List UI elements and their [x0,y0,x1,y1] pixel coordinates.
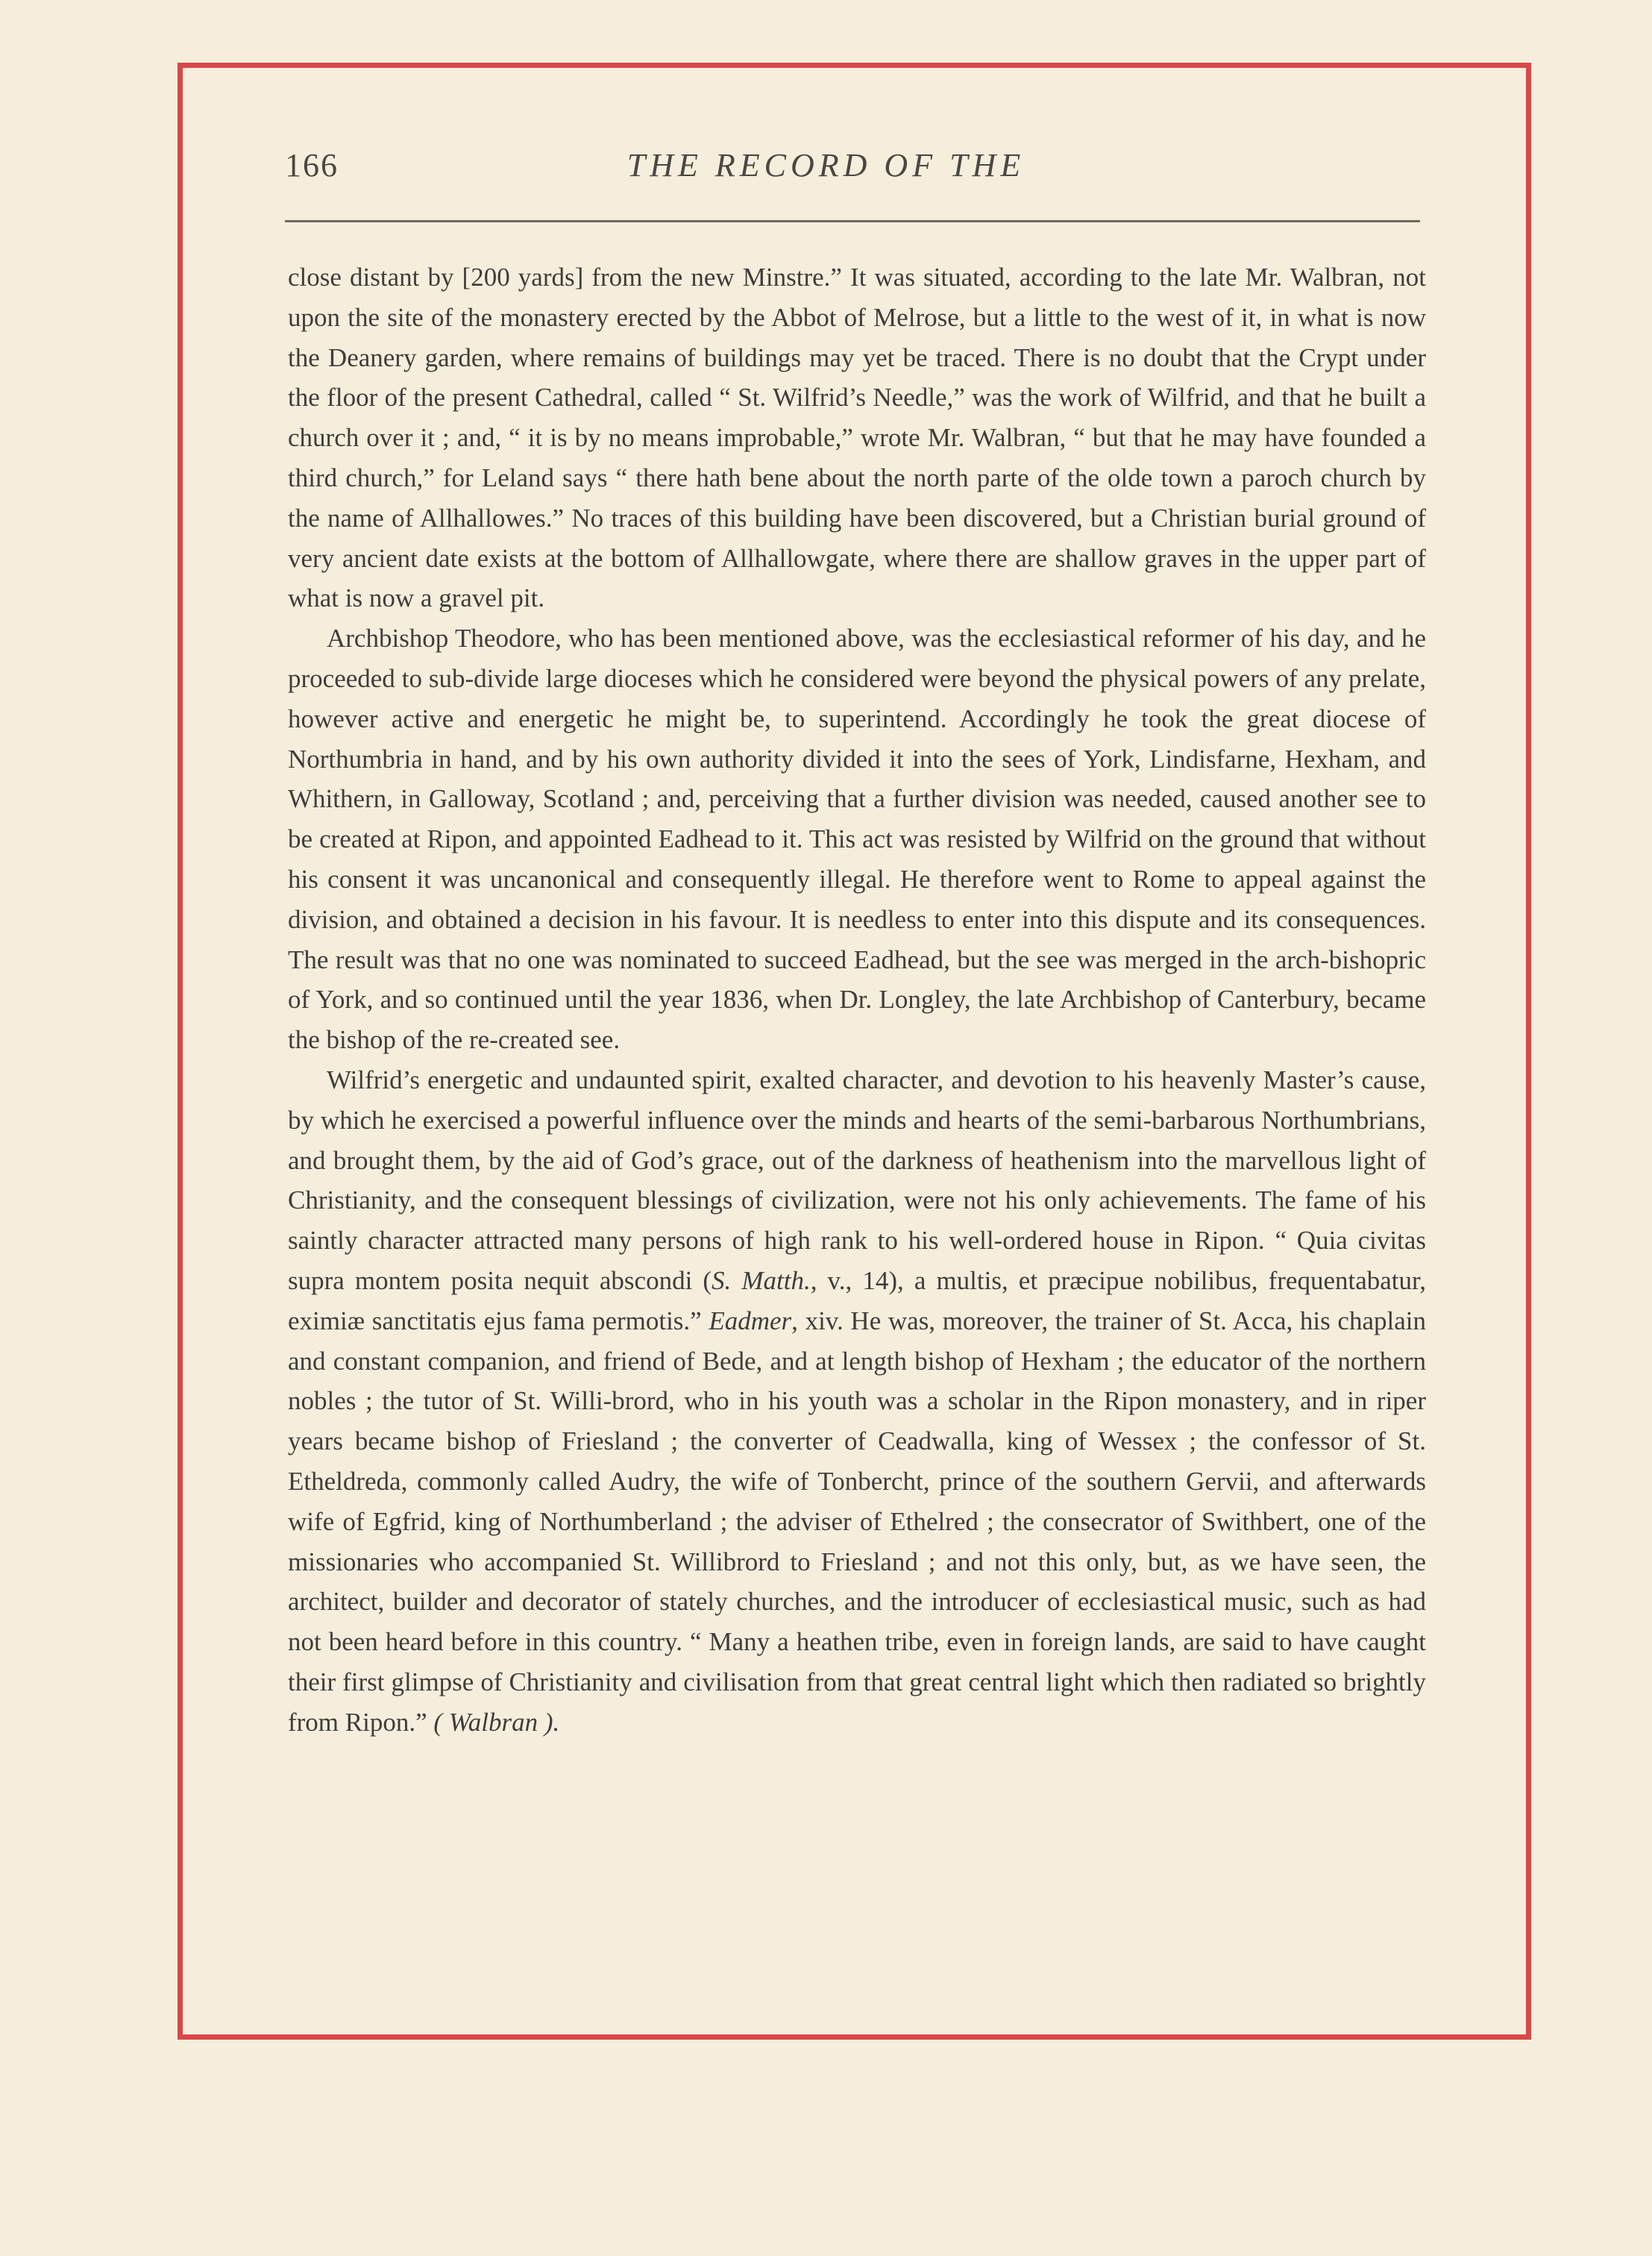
paragraph-3 [288,1060,1426,1743]
body-text [288,257,1426,1742]
paragraph-3-text-a: Wilfrid’s energetic and undaunted spirit, exalted character, and devotion to his heavenly Master’s cause, by which he exercised a powerful influence over the minds and hearts of the semi-barbarous Northumbrians, and brought them, by the aid of God’s grace, out of the darkness of heathenism into the marvellous light of Christianity, and the consequent blessings of civilization, were not his only achievements. The fame of his saintly character attracted many persons of high rank to his well-ordered house in Ripon. “ Quia civitas supra montem posita nequit abscondi ( [288,1065,1426,1295]
citation-walbran: ( Walbran ). [433,1707,560,1737]
paragraph-3-text-c: , v., 14), a multis, et præcipue nobilibus, frequentabatur, eximiæ sanctitatis ejus fama permotis.” [288,1265,1426,1335]
page-number: 166 [285,147,339,184]
citation-matthew: S. Matth. [712,1265,811,1295]
citation-eadmer: Eadmer [709,1306,792,1335]
paragraph-1: close distant by [200 yards] from the new Minstre.” It was situated, according to the late Mr. Walbran, not upon the site of the monastery erected by the Abbot of Melrose, but a little to the west of it, in what is now the Deanery garden, where remains of buildings may yet be traced. There is no doubt that the Crypt under the floor of the present Cathedral, called “ St. Wilfrid’s Needle,” was the work of Wilfrid, and that he built a church over it ; and, “ it is by no means improbable,” wrote Mr. Walbran, “ but that he may have founded a third church,” for Leland says “ there hath bene about the north parte of the olde town a paroch church by the name of Allhallowes.” No traces of this building have been discovered, but a Christian burial ground of very ancient date exists at the bottom of Allhallowgate, where there are shallow graves in the upper part of what is now a gravel pit. [288,263,1426,613]
paragraph-3-text-e: , xiv. He was, moreover, the trainer of St. Acca, his chaplain and constant companion, and friend of Bede, and at length bishop of Hexham ; the educator of the northern nobles ; the tutor of St. Willi-brord, who in his youth was a scholar in the Ripon monastery, and in riper years became bishop of Friesland ; the converter of Ceadwalla, king of Wessex ; the confessor of St. Etheldreda, commonly called Audry, the wife of Tonbercht, prince of the southern Gervii, and afterwards wife of Egfrid, king of Northumberland ; the adviser of Ethelred ; the consecrator of Swithbert, one of the missionaries who accompanied St. Willibrord to Friesland ; and not this only, but, as we have seen, the architect, builder and decorator of stately churches, and the introducer of ecclesiastical music, such as had not been heard before in this country. “ Many a heathen tribe, even in foreign lands, are said to have caught their first glimpse of Christianity and civilisation from that great central light which then radiated so brightly from Ripon.” [288,1306,1426,1737]
running-title: THE RECORD OF THE [626,147,1026,184]
header-rule [285,220,1420,222]
paragraph-2: Archbishop Theodore, who has been mentioned above, was the ecclesiastical reformer of his day, and he proceeded to sub-divide large dioceses which he considered were beyond the physical powers of any prelate, however active and energetic he might be, to superintend. Accordingly he took the great diocese of Northumbria in hand, and by his own authority divided it into the sees of York, Lindisfarne, Hexham, and Whithern, in Galloway, Scotland ; and, perceiving that a further division was needed, caused another see to be created at Ripon, and appointed Eadhead to it. This act was resisted by Wilfrid on the ground that without his consent it was uncanonical and consequently illegal. He therefore went to Rome to appeal against the division, and obtained a decision in his favour. It is needless to enter into this dispute and its consequences. The result was that no one was nominated to succeed Eadhead, but the see was merged in the arch-bishopric of York, and so continued until the year 1836, when Dr. Longley, the late Archbishop of Canterbury, became the bishop of the re-created see. [288,624,1426,1055]
